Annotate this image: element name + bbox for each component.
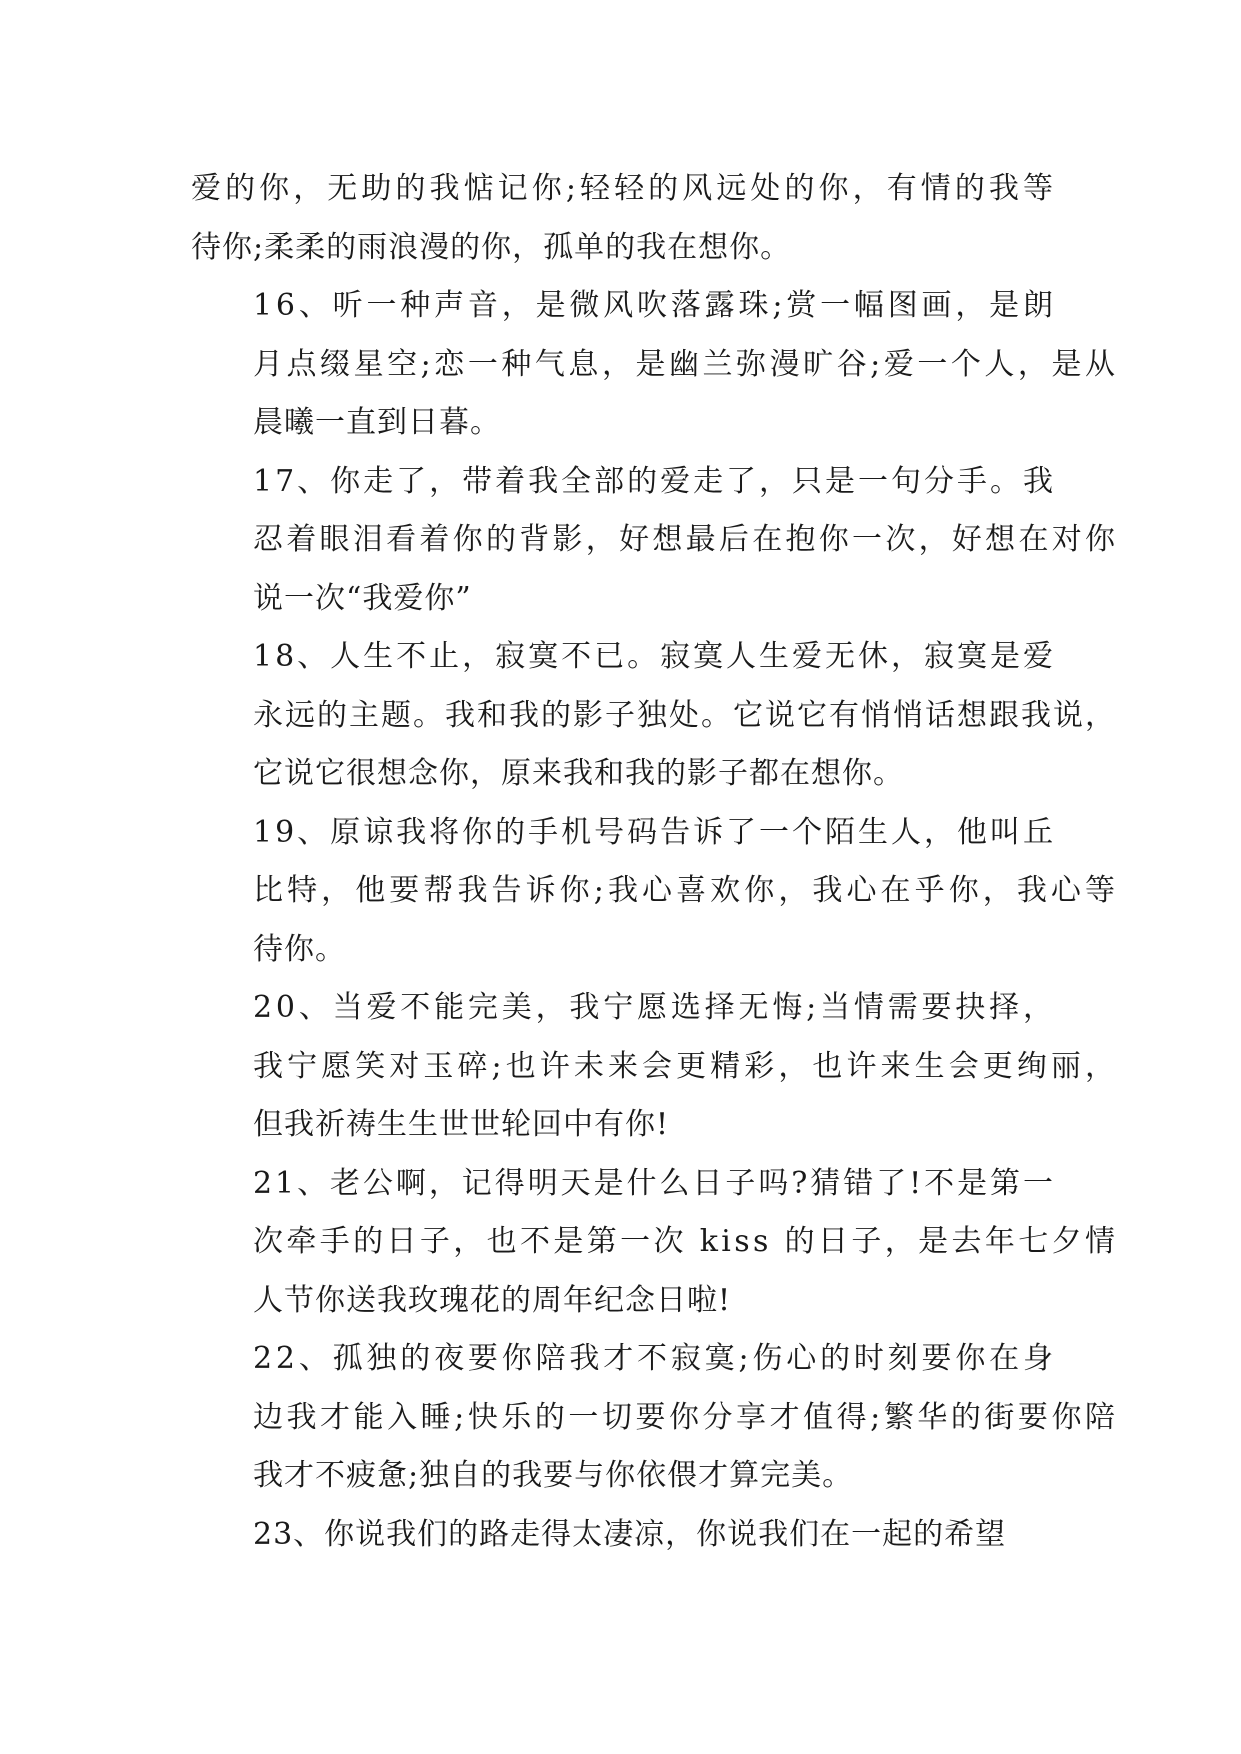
text-line: 19、原谅我将你的手机号码告诉了一个陌生人，他叫丘 [253,814,1056,850]
text-line: 待你;柔柔的雨浪漫的你，孤单的我在想你。 [191,229,792,265]
text-line: 它说它很想念你，原来我和我的影子都在想你。 [253,756,904,791]
text-line: 18、人生不止，寂寞不已。寂寞人生爱无休，寂寞是爱 [253,639,1056,674]
text-line: 22、孤独的夜要你陪我才不寂寞;伤心的时刻要你在身 [253,1341,1057,1376]
paragraph [191,979,1120,1155]
text-line: 但我祈祷生生世世轮回中有你! [253,1107,670,1142]
text-line: 21、老公啊，记得明天是什么日子吗?猜错了!不是第一 [253,1165,1056,1201]
text-line: 晨曦一直到日暮。 [253,405,501,440]
text-line: 人节你送我玫瑰花的周年纪念日啦! [253,1282,732,1318]
text-line: 我才不疲惫;独自的我要与你依偎才算完美。 [253,1458,854,1493]
text-line: 次牵手的日子，也不是第一次 kiss 的日子，是去年七夕情 [253,1224,1119,1259]
paragraph [191,1506,1053,1565]
text-line: 爱的你，无助的我惦记你;轻轻的风远处的你，有情的我等 [191,171,1058,206]
text-line: 边我才能入睡;快乐的一切要你分享才值得;繁华的街要你陪 [253,1399,1119,1435]
text-line: 说一次“我爱你” [253,580,472,616]
text-line: 月点缀星空;恋一种气息，是幽兰弥漫旷谷;爱一个人，是从 [253,346,1119,382]
text-line: 忍着眼泪看着你的背影，好想最后在抱你一次，好想在对你 [253,522,1119,557]
text-line: 16、听一种声音，是微风吹落露珠;赏一幅图画，是朗 [253,288,1057,323]
text-line: 永远的主题。我和我的影子独处。它说它有悄悄话想跟我说， [253,697,1117,733]
text-line: 我宁愿笑对玉碎;也许未来会更精彩，也许来生会更绚丽， [253,1048,1120,1084]
text-line: 待你。 [253,931,346,967]
text-line: 比特，他要帮我告诉你;我心喜欢你，我心在乎你，我心等 [253,873,1120,908]
paragraph [191,453,1119,629]
text-line: 20、当爱不能完美，我宁愿选择无悔;当情需要抉择， [253,990,1057,1025]
paragraph [191,1330,1119,1506]
paragraph [191,1155,1119,1331]
document-body [191,160,1120,1564]
text-line: 23、你说我们的路走得太凄凉，你说我们在一起的希望 [253,1516,1007,1552]
paragraph [191,804,1120,980]
paragraph [191,277,1119,453]
paragraph [191,160,1058,277]
paragraph [191,628,1117,804]
text-line: 17、你走了，带着我全部的爱走了，只是一句分手。我 [253,463,1056,499]
